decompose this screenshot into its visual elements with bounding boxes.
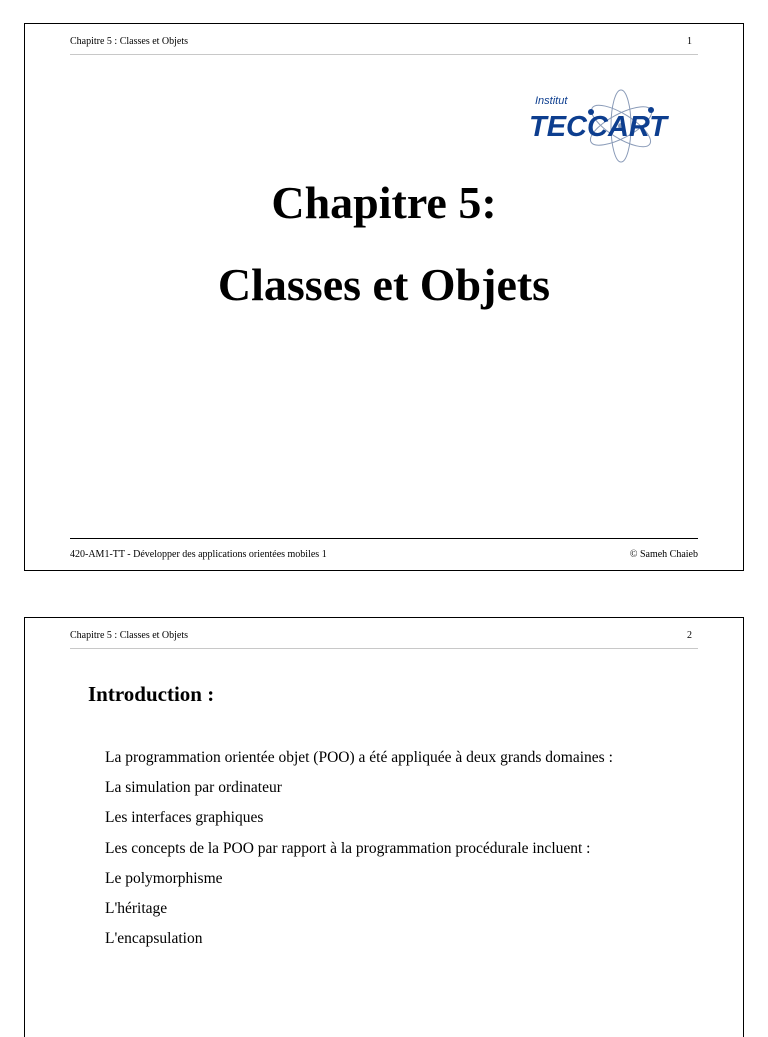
list-item: La programmation orientée objet (POO) a été appliquée à deux grands domaines :	[105, 749, 613, 766]
list-item: L'encapsulation	[105, 930, 203, 948]
list-item: Les concepts de la POO par rapport à la programmation procédurale incluent :	[105, 839, 591, 857]
slide-title-line-1: Chapitre 5:	[271, 177, 497, 228]
chapter-header: Chapitre 5 : Classes et Objets	[70, 36, 189, 47]
list-item: Le polymorphisme	[105, 869, 223, 887]
slide-header	[70, 34, 698, 55]
slide-footer	[70, 538, 698, 560]
page-number: 1	[687, 36, 692, 47]
page-number: 2	[687, 630, 692, 641]
slide-header	[70, 628, 698, 649]
slide-1	[24, 23, 744, 571]
list-item: La simulation par ordinateur	[105, 779, 282, 797]
copyright-footer: © Sameh Chaieb	[629, 549, 698, 560]
section-heading: Introduction :	[88, 682, 215, 706]
teccart-logo	[529, 86, 699, 166]
list-item: L'héritage	[105, 899, 168, 917]
slide-2	[24, 617, 744, 1037]
list-item: Les interfaces graphiques	[105, 809, 264, 827]
logo-brand-text: TECCART	[529, 111, 668, 143]
logo-small-text: Institut	[535, 95, 568, 107]
slide-title-line-2: Classes et Objets	[217, 259, 551, 310]
course-footer: 420-AM1-TT - Développer des applications orientées mobiles 1	[70, 549, 327, 560]
intro-list	[105, 743, 613, 954]
chapter-header: Chapitre 5 : Classes et Objets	[70, 630, 189, 641]
